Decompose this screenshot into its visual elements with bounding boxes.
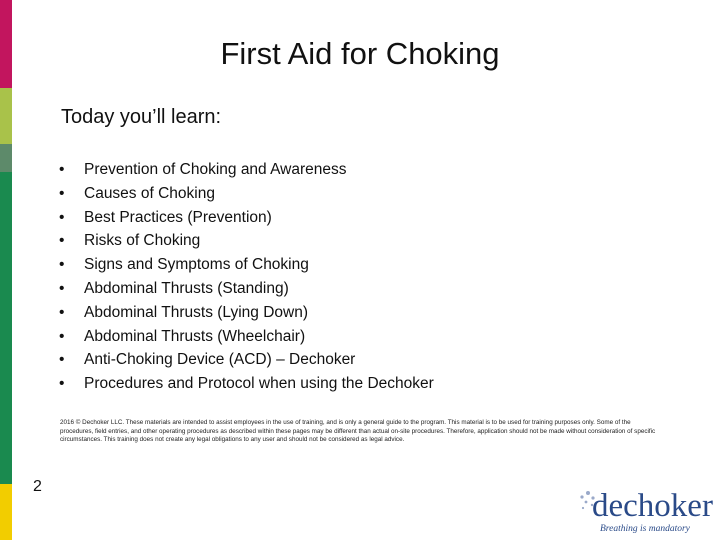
slide-title: First Aid for Choking: [220, 36, 500, 71]
list-item: [59, 206, 434, 230]
list-item-text: Anti-Choking Device (ACD) – Dechoker: [84, 351, 356, 369]
list-item-text: Abdominal Thrusts (Lying Down): [84, 303, 308, 321]
list-item: [59, 325, 434, 349]
list-item: [59, 301, 434, 325]
list-item-text: Signs and Symptoms of Choking: [84, 256, 309, 274]
logo-wordmark: dechoker: [592, 488, 713, 524]
list-item: [59, 158, 434, 182]
topic-list: [59, 158, 434, 396]
accent-stripe-sage: [0, 144, 12, 172]
list-item-text: Causes of Choking: [84, 184, 215, 202]
list-item: [59, 182, 434, 206]
list-item: [59, 372, 434, 396]
bullet-icon: •: [59, 303, 65, 321]
list-item: [59, 229, 434, 253]
bullet-icon: •: [59, 184, 65, 202]
list-item-text: Abdominal Thrusts (Standing): [84, 279, 289, 297]
list-item-text: Procedures and Protocol when using the Dechoker: [84, 375, 434, 393]
page-number: 2: [33, 478, 42, 495]
list-item: [59, 277, 434, 301]
accent-stripe-green: [0, 172, 12, 484]
list-item-text: Best Practices (Prevention): [84, 208, 272, 226]
bullet-icon: •: [59, 375, 65, 393]
slide-subtitle: Today you’ll learn:: [61, 106, 222, 128]
bullet-icon: •: [59, 327, 65, 345]
list-item: [59, 253, 434, 277]
bullet-icon: •: [59, 279, 65, 297]
legal-disclaimer: 2016 © Dechoker LLC. These materials are intended to assist employees in the use of training, and is only a general guide to the program. This material is to be used for training purposes only. Some of the procedures, field entries, and other operating procedures as described within these pages may be different than actual on-site procedures. Therefore, application should not be made without consideration of specific circumstances. This training does not create any legal obligations to any user and should not be considered as legal advice.: [60, 419, 656, 444]
bullet-icon: •: [59, 208, 65, 226]
accent-stripe-lime: [0, 88, 12, 144]
list-item: [59, 348, 434, 372]
bullet-icon: •: [59, 161, 65, 178]
bullet-icon: •: [59, 232, 65, 250]
logo-tagline: Breathing is mandatory: [600, 524, 690, 534]
list-item-text: Abdominal Thrusts (Wheelchair): [84, 327, 306, 345]
bullet-icon: •: [59, 351, 65, 369]
list-item-text: Prevention of Choking and Awareness: [84, 161, 347, 178]
accent-stripe-yellow: [0, 484, 12, 540]
list-item-text: Risks of Choking: [84, 232, 201, 250]
dechoker-logo: [578, 488, 718, 536]
bullet-icon: •: [59, 256, 65, 274]
